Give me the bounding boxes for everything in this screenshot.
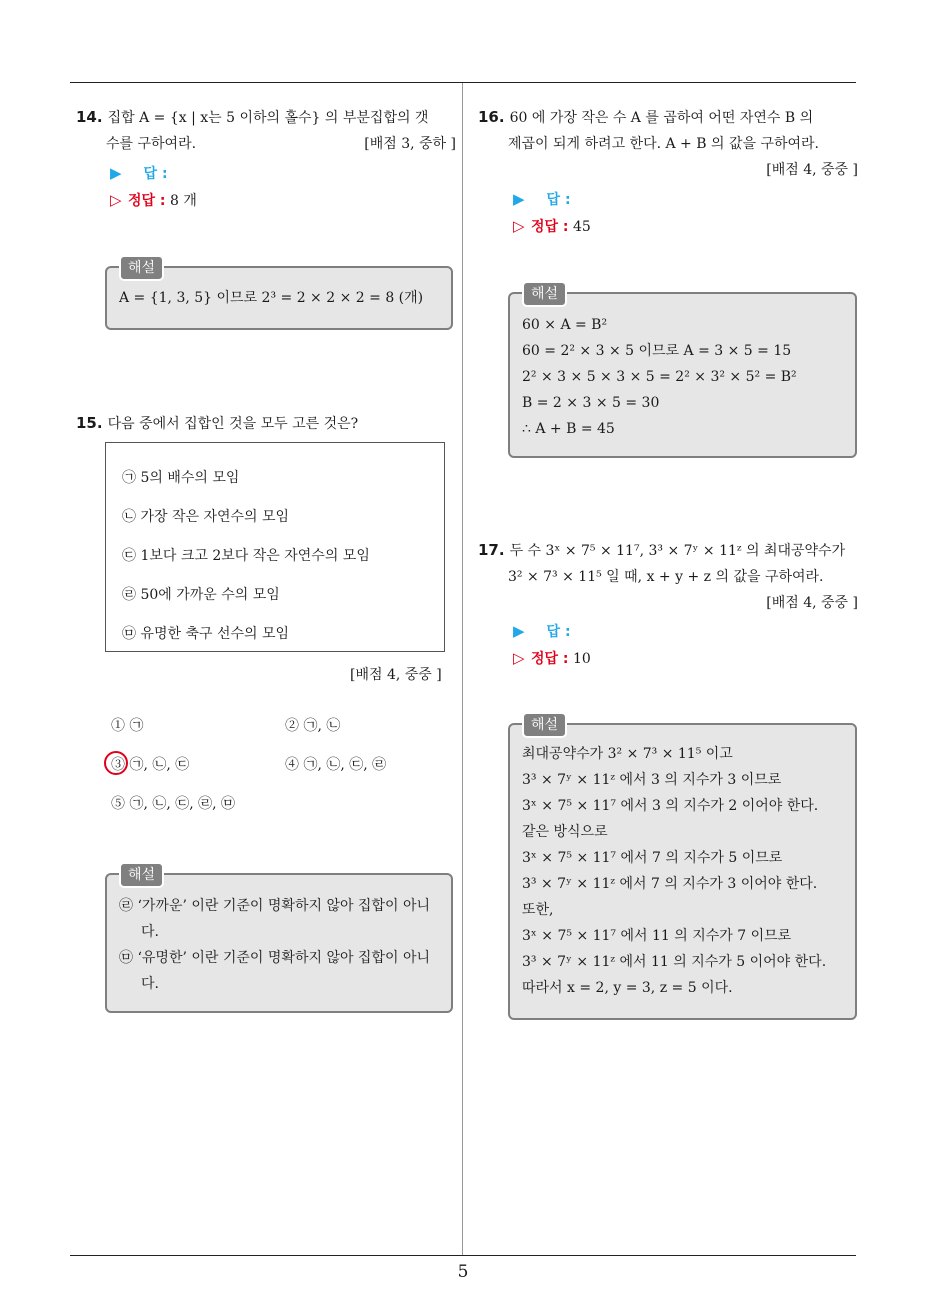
solution-box-15 bbox=[105, 867, 453, 1013]
solution-box-17 bbox=[508, 717, 857, 1020]
solution-box-16 bbox=[508, 286, 857, 458]
correct-answer: 10 bbox=[572, 651, 591, 667]
solution-tag: 해설 bbox=[522, 281, 567, 307]
score: [배점 4, 중중 ] bbox=[766, 162, 858, 178]
solution-line: A = {1, 3, 5} 이므로 2³ = 2 × 2 × 2 = 8 (개) bbox=[119, 290, 424, 306]
question-text-line1: 60 에 가장 작은 수 A 를 곱하여 어떤 자연수 B 의 bbox=[509, 110, 814, 126]
question-text-line1: 집합 A = {x | x는 5 이하의 홀수} 의 부분집합의 갯 bbox=[107, 110, 429, 126]
question-14 bbox=[76, 104, 456, 157]
choice-3[interactable]: ③ ㉠, ㉡, ㉢ bbox=[111, 757, 190, 773]
solution-line: 3ˣ × 7⁵ × 11⁷ 에서 11 의 지수가 7 이므로 bbox=[522, 928, 792, 944]
condition-item: ㉡ 가장 작은 자연수의 모임 bbox=[122, 509, 290, 525]
score: [배점 3, 중하 ] bbox=[364, 136, 456, 152]
play-arrow-icon: ▶ bbox=[110, 164, 122, 182]
hollow-arrow-icon: ▷ bbox=[513, 217, 525, 235]
selected-answer-mark bbox=[104, 751, 128, 775]
solution-line: ㉤ ‘유명한’ 이란 기준이 명확하지 않아 집합이 아니다. bbox=[119, 950, 431, 992]
answer-block-14 bbox=[110, 160, 197, 214]
solution-line: 60 = 2² × 3 × 5 이므로 A = 3 × 5 = 15 bbox=[522, 343, 792, 359]
top-rule bbox=[70, 82, 856, 83]
hollow-arrow-icon: ▷ bbox=[513, 649, 525, 667]
score: [배점 4, 중중 ] bbox=[766, 595, 858, 611]
answer-block-16 bbox=[513, 186, 591, 240]
answer-label: 답 : bbox=[546, 192, 571, 208]
condition-item: ㉣ 50에 가까운 수의 모임 bbox=[122, 587, 280, 603]
question-16 bbox=[478, 104, 858, 183]
question-number: 15. bbox=[76, 414, 103, 432]
play-arrow-icon: ▶ bbox=[513, 622, 525, 640]
question-number: 17. bbox=[478, 541, 505, 559]
correct-label: 정답 : bbox=[128, 193, 166, 209]
solution-line: B = 2 × 3 × 5 = 30 bbox=[522, 395, 660, 411]
condition-box bbox=[105, 442, 445, 652]
solution-line: 3ˣ × 7⁵ × 11⁷ 에서 7 의 지수가 5 이므로 bbox=[522, 850, 783, 866]
column-divider bbox=[462, 83, 463, 1255]
solution-line: 60 × A = B² bbox=[522, 317, 608, 333]
correct-answer: 8 개 bbox=[169, 193, 197, 209]
score: [배점 4, 중중 ] bbox=[350, 667, 442, 683]
solution-line: 3³ × 7ʸ × 11ᶻ 에서 7 의 지수가 3 이어야 한다. bbox=[522, 876, 818, 892]
choice-4[interactable]: ④ ㉠, ㉡, ㉢, ㉣ bbox=[285, 757, 387, 773]
solution-line: ㉣ ‘가까운’ 이란 기준이 명확하지 않아 집합이 아니다. bbox=[119, 898, 431, 940]
question-17 bbox=[478, 537, 858, 616]
solution-line: 같은 방식으로 bbox=[522, 824, 608, 840]
solution-line: ∴ A + B = 45 bbox=[522, 421, 615, 437]
solution-line: 2² × 3 × 5 × 3 × 5 = 2² × 3² × 5² = B² bbox=[522, 369, 797, 385]
correct-label: 정답 : bbox=[531, 219, 569, 235]
choice-2[interactable]: ② ㉠, ㉡ bbox=[285, 718, 341, 734]
page-number: 5 bbox=[457, 1262, 469, 1282]
question-text-line1: 두 수 3ˣ × 7⁵ × 11⁷, 3³ × 7ʸ × 11ᶻ 의 최대공약수가 bbox=[509, 543, 846, 559]
question-text-line2: 3² × 7³ × 11⁵ 일 때, x + y + z 의 값을 구하여라. bbox=[508, 569, 824, 585]
answer-block-17 bbox=[513, 618, 591, 672]
solution-box-14 bbox=[105, 260, 453, 330]
question-number: 16. bbox=[478, 108, 505, 126]
solution-line: 3³ × 7ʸ × 11ᶻ 에서 11 의 지수가 5 이어야 한다. bbox=[522, 954, 827, 970]
hollow-arrow-icon: ▷ bbox=[110, 191, 122, 209]
bottom-rule bbox=[70, 1255, 856, 1256]
play-arrow-icon: ▶ bbox=[513, 190, 525, 208]
choice-5[interactable]: ⑤ ㉠, ㉡, ㉢, ㉣, ㉤ bbox=[111, 796, 236, 812]
solution-tag: 해설 bbox=[522, 712, 567, 738]
question-text-line2: 수를 구하여라. bbox=[106, 136, 197, 152]
solution-line: 또한, bbox=[522, 902, 554, 918]
solution-line: 따라서 x = 2, y = 3, z = 5 이다. bbox=[522, 980, 733, 996]
correct-label: 정답 : bbox=[531, 651, 569, 667]
question-text-line2: 제곱이 되게 하려고 한다. A + B 의 값을 구하여라. bbox=[508, 136, 819, 152]
question-number: 14. bbox=[76, 108, 103, 126]
correct-answer: 45 bbox=[572, 219, 591, 235]
solution-line: 3ˣ × 7⁵ × 11⁷ 에서 3 의 지수가 2 이어야 한다. bbox=[522, 798, 819, 814]
question-15 bbox=[76, 410, 456, 437]
solution-line: 최대공약수가 3² × 7³ × 11⁵ 이고 bbox=[522, 746, 733, 762]
answer-label: 답 : bbox=[143, 166, 168, 182]
question-text: 다음 중에서 집합인 것을 모두 고른 것은? bbox=[107, 416, 359, 432]
condition-item: ㉤ 유명한 축구 선수의 모임 bbox=[122, 626, 290, 642]
answer-label: 답 : bbox=[546, 624, 571, 640]
condition-item: ㉢ 1보다 크고 2보다 작은 자연수의 모임 bbox=[122, 548, 370, 564]
choice-1[interactable]: ① ㉠ bbox=[111, 718, 144, 734]
solution-tag: 해설 bbox=[119, 255, 164, 281]
solution-tag: 해설 bbox=[119, 862, 164, 888]
solution-line: 3³ × 7ʸ × 11ᶻ 에서 3 의 지수가 3 이므로 bbox=[522, 772, 782, 788]
condition-item: ㉠ 5의 배수의 모임 bbox=[122, 470, 240, 486]
